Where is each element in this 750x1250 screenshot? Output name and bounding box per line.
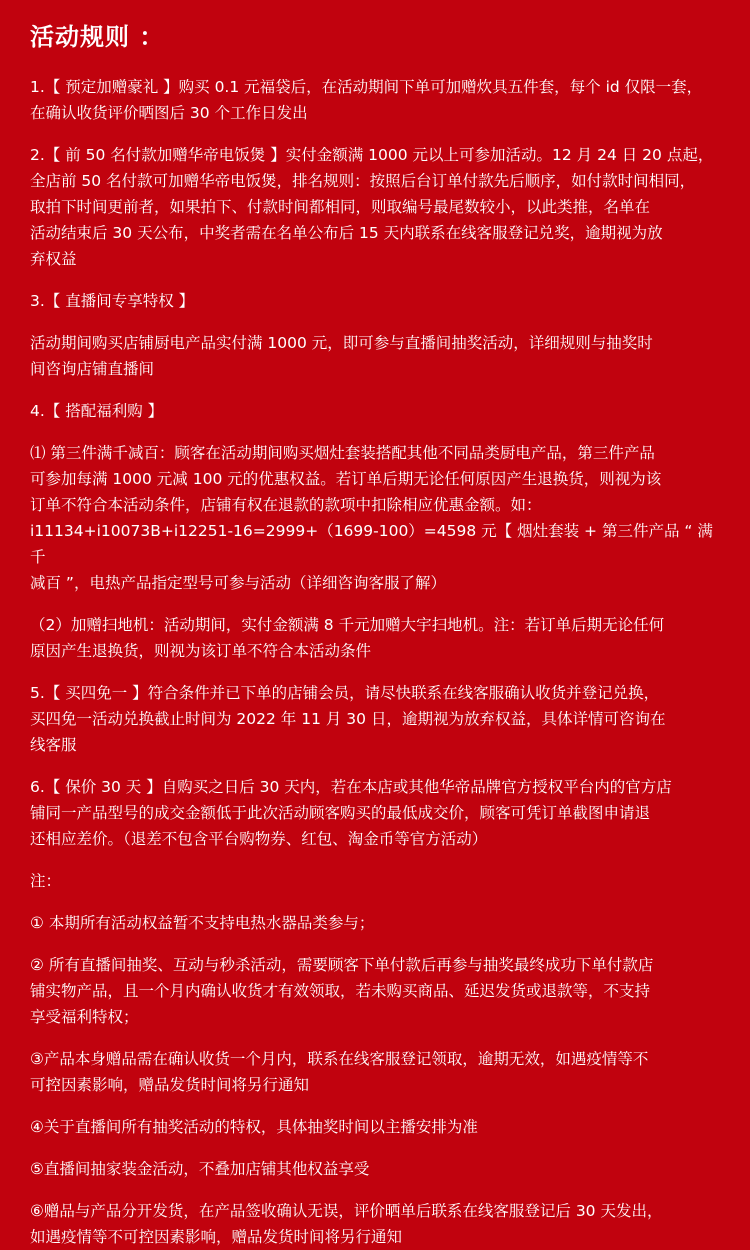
notes-heading: 注： — [30, 872, 62, 890]
note-3: ③产品本身赠品需在确认收货一个月内，联系在线客服登记领取，逾期无效，如遇疫情等不 可控因素影响，赠品发货时间将另行通知 — [30, 1050, 649, 1094]
rule-3-livestream-detail: 活动期间购买店铺厨电产品实付满 1000 元，即可参与直播间抽奖活动，详细规则与抽奖时 间咨询店铺直播间 — [30, 334, 653, 378]
rule-3-heading: 3.【 直播间专享特权 】 — [30, 292, 195, 310]
rule-6-price-protection: 6.【 保价 30 天 】自购买之日后 30 天内，若在本店或其他华帝品牌官方授权平台内的官方店 铺同一产品型号的成交金额低于此次活动顾客购买的最低成交价，顾客可凭订单截图申请退 还相应差价。（退差不包含平台购物券、红包、淘金币等官方活动） — [30, 778, 672, 848]
rule-2-rice-cooker-gift: 2.【 前 50 名付款加赠华帝电饭煲 】实付金额满 1000 元以上可参加活动。12 月 24 日 20 点起， 全店前 50 名付款可加赠华帝电饭煲，排名规则：按照后台订单付款先后顺序，如付款时间相同， 取拍下时间更前者，如果拍下、付款时间都相同，则取编号最尾数较小，以此类推，名单在 活动结束后 30 天公布，中奖者需在名单公布后 15 天内联系在线客服登记兑奖，逾期视为放 弃权益 — [30, 146, 714, 268]
rule-4-heading: 4.【 搭配福利购 】 — [30, 402, 164, 420]
rule-5-buy-four-free-one: 5.【 买四免一 】符合条件并已下单的店铺会员，请尽快联系在线客服确认收货并登记兑换， 买四免一活动兑换截止时间为 2022 年 11 月 30 日，逾期视为放弃权益，具体详情可咨询在 线客服 — [30, 684, 666, 754]
note-4: ④关于直播间所有抽奖活动的特权，具体抽奖时间以主播安排为准 — [30, 1118, 478, 1136]
note-1: ① 本期所有活动权益暂不支持电热水器品类参与； — [30, 914, 375, 932]
rules-title: 活动规则 ： — [30, 23, 165, 51]
rule-1-presale-gift: 1.【 预定加赠豪礼 】购买 0.1 元福袋后，在活动期间下单可加赠炊具五件套，每个 id 仅限一套， 在确认收货评价晒图后 30 个工作日发出 — [30, 78, 703, 122]
note-5: ⑤直播间抽家装金活动，不叠加店铺其他权益享受 — [30, 1160, 370, 1178]
rule-4-third-item-discount: ⑴ 第三件满千减百：顾客在活动期间购买烟灶套装搭配其他不同品类厨电产品，第三件产品 可参加每满 1000 元减 100 元的优惠权益。若订单后期无论任何原因产生退换货，则视为该 订单不符合本活动条件，店铺有权在退款的款项中扣除相应优惠金额。如： i11134+i10073B+i12251-16=2999+（1699-100）=4598 元【 烟灶套装 + 第三件产品 “ 满千 减百 ”，电热产品指定型号可参与活动（详细咨询客服了解） — [30, 444, 713, 592]
rule-4-robot-vacuum-gift: （2）加赠扫地机：活动期间，实付金额满 8 千元加赠大宇扫地机。注：若订单后期无论任何 原因产生退换货，则视为该订单不符合本活动条件 — [30, 616, 665, 660]
note-6: ⑥赠品与产品分开发货，在产品签收确认无误，评价晒单后联系在线客服登记后 30 天发出， 如遇疫情等不可控因素影响，赠品发货时间将另行通知 — [30, 1202, 663, 1246]
note-2: ② 所有直播间抽奖、互动与秒杀活动，需要顾客下单付款后再参与抽奖最终成功下单付款店 铺实物产品，且一个月内确认收货才有效领取，若未购买商品、延迟发货或退款等，不支持 享受福利特权； — [30, 956, 654, 1026]
